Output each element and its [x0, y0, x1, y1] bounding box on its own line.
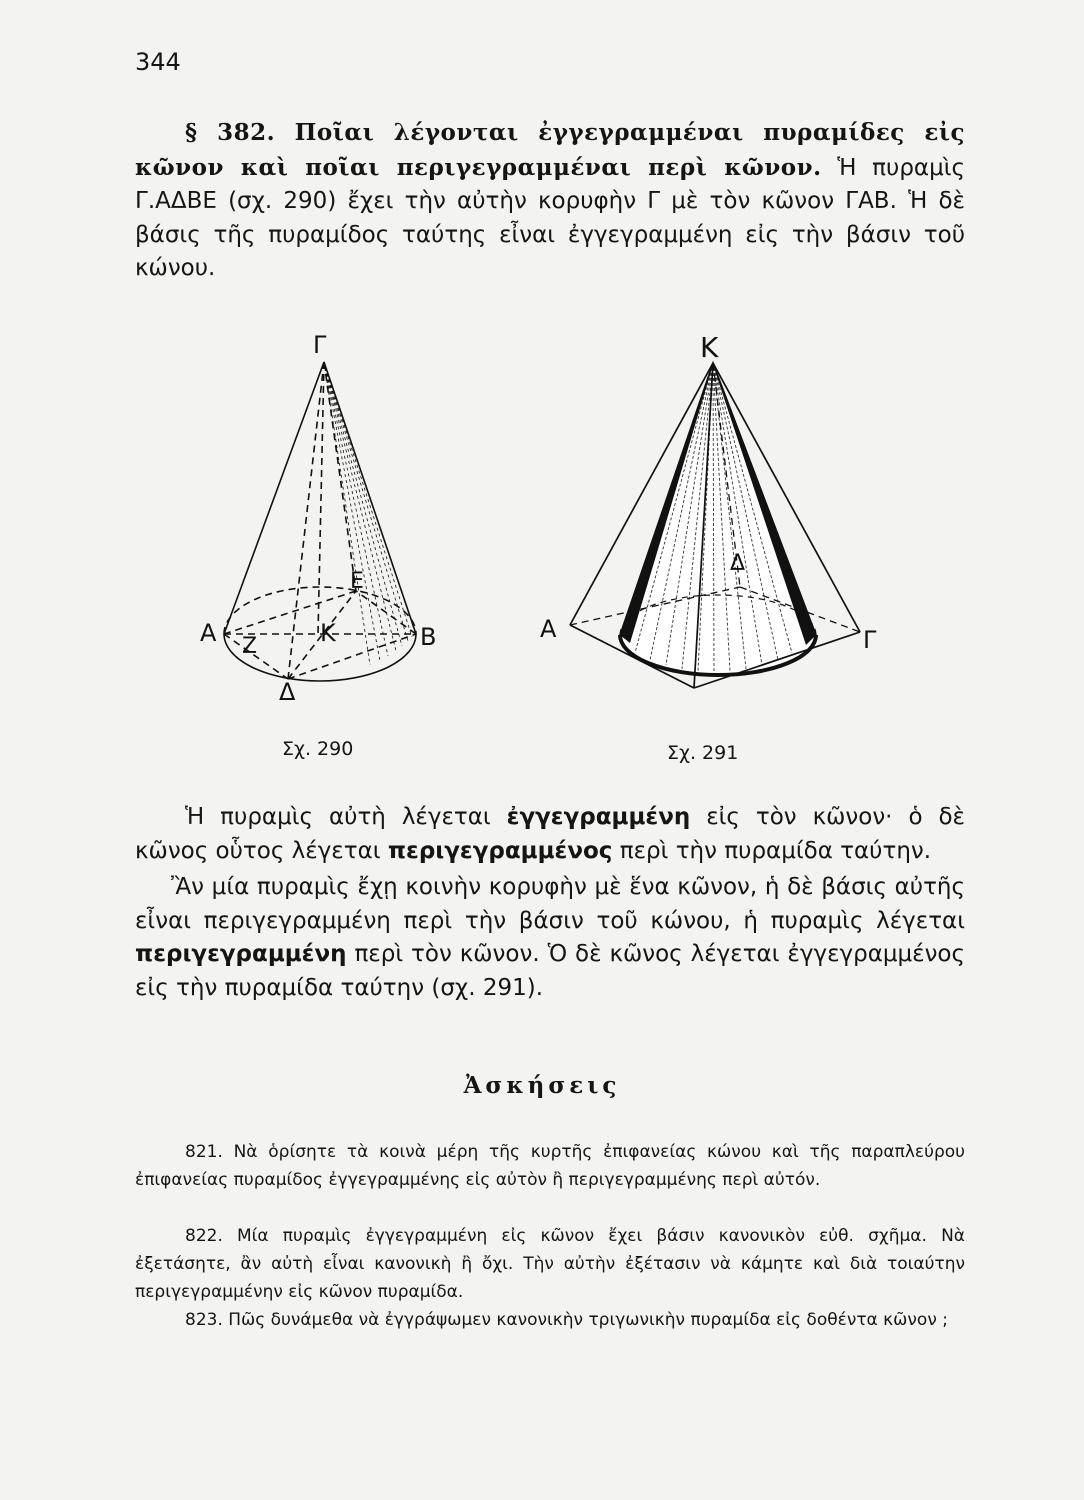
- label-delta-290: Δ: [279, 678, 296, 706]
- section-382-paragraph: [135, 116, 965, 286]
- exercise-823: 823. Πῶς δυνάμεθα νὰ ἐγγράψωμεν κανονικὴν τριγωνικὴν πυραμίδα εἰς δοθέντα κῶνον ;: [185, 1310, 948, 1330]
- exercises-title: Ἀσκήσεις: [463, 1072, 621, 1099]
- label-delta-291: Δ: [730, 551, 746, 576]
- term-circumscribed: περιγεγραμμένη: [135, 941, 347, 967]
- term-circumscribed-cone: περιγεγραμμένος: [387, 837, 613, 864]
- term-inscribed: ἐγγεγραμμένη: [506, 804, 691, 830]
- figure-290: [190, 325, 450, 720]
- label-epsilon-290: Ε: [350, 569, 364, 594]
- paragraph2-text-3: περὶ τὴν πυραμίδα ταύτην.: [612, 837, 932, 864]
- exercise-821: 821. Νὰ ὁρίσητε τὰ κοινὰ μέρη τῆς κυρτῆς ἐπιφανείας κώνου καὶ τῆς παραπλεύρου ἐπιφανείας πυραμίδος ἐγγεγραμμένης εἰς αὐτὸν ἢ περιγεγραμμένης περὶ αὐτόν.: [135, 1142, 965, 1190]
- cone-290-right-generator: [324, 362, 416, 634]
- paragraph-circumscribed: [135, 871, 965, 1005]
- paragraph3-text-1: Ἂν μία πυραμὶς ἔχῃ κοινὴν κορυφὴν μὲ ἕνα κῶνον, ἡ δὲ βάσις αὐτῆς εἶναι περιγεγραμμένη περὶ τὴν βάσιν τοῦ κώνου, ἡ πυραμὶς λέγεται: [135, 874, 965, 934]
- caption-fig-290: Σχ. 290: [282, 738, 354, 760]
- label-alpha-291: Α: [540, 615, 557, 643]
- label-gamma-290: Γ: [313, 331, 327, 359]
- page-number: 344: [135, 48, 181, 76]
- figure-291: [530, 325, 890, 720]
- paragraph2-text-2: εἰς τὸν κῶνον· ὁ δὲ κῶνος οὗτος λέγεται: [135, 804, 965, 864]
- caption-fig-291: Σχ. 291: [667, 742, 739, 764]
- section-text: Ἡ πυραμὶς Γ.ΑΔΒΕ (σχ. 290) ἔχει τὴν αὐτὴν κορυφὴν Γ μὲ τὸν κῶνον ΓΑΒ. Ἡ δὲ βάσις τῆς πυραμίδος ταύτης εἶναι ἐγγεγραμμένη εἰς τὴν βάσιν τοῦ κώνου.: [135, 154, 965, 281]
- paragraph-inscribed: [135, 801, 965, 868]
- exercise-822: 822. Μία πυραμὶς ἐγγεγραμμένη εἰς κῶνον ἔχει βάσιν κανονικὸν εὐθ. σχῆμα. Νὰ ἐξετάσητε, ἂν αὐτὴ εἶναι κανονικὴ ἢ ὄχι. Τὴν αὐτὴν ἐξέτασιν νὰ κάμητε καὶ διὰ τοιαύτην περιγεγραμμένην εἰς κῶνον πυραμίδα.: [135, 1226, 965, 1302]
- label-gamma-291: Γ: [863, 626, 877, 654]
- label-alpha-290: Α: [200, 619, 217, 647]
- label-beta-290: Β: [420, 623, 437, 651]
- paragraph3-text-2: περὶ τὸν κῶνον. Ὁ δὲ κῶνος λέγεται ἐγγεγραμμένος εἰς τὴν πυραμίδα ταύτην (σχ. 291).: [135, 941, 965, 1001]
- paragraph2-text-1: Ἡ πυραμὶς αὐτὴ λέγεται: [185, 804, 507, 830]
- label-kappa-291: Κ: [700, 331, 719, 364]
- label-zeta-290: Ζ: [242, 634, 258, 659]
- label-kappa-290: Κ: [320, 619, 336, 647]
- section-heading: § 382. Ποῖαι λέγονται ἐγγεγραμμέναι πυραμίδες εἰς κῶνον καὶ ποῖαι περιγεγραμμέναι περὶ κῶνον.: [135, 119, 965, 181]
